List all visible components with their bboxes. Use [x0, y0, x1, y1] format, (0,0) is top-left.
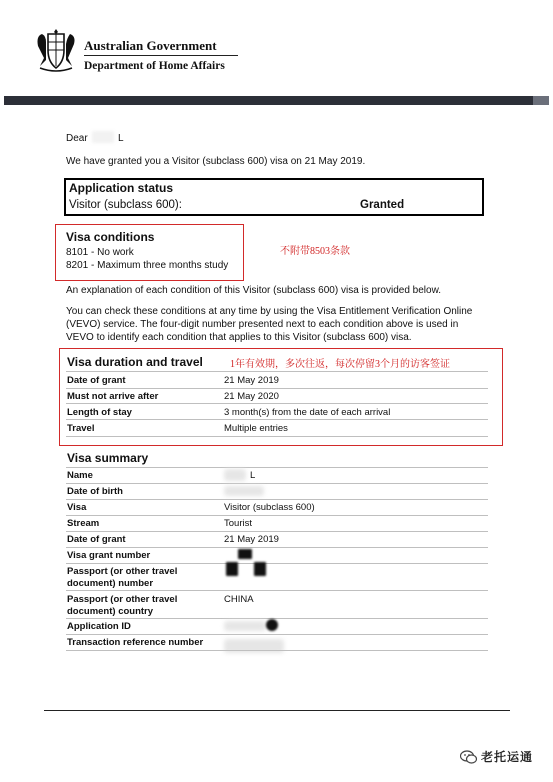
row-divider — [66, 436, 488, 437]
row-divider — [66, 419, 488, 420]
summary-row-label: Date of grant — [67, 534, 126, 545]
redacted-application-id — [266, 619, 278, 631]
row-divider — [66, 634, 488, 635]
duration-row-label: Date of grant — [67, 375, 126, 386]
row-divider — [66, 499, 488, 500]
duration-row-value: 3 month(s) from the date of each arrival — [224, 407, 391, 418]
redacted-date-of-birth — [224, 486, 264, 496]
duration-annotation: 1年有效期，多次往返，每次停留3个月的访客签证 — [230, 359, 450, 370]
granted-statement: We have granted you a Visitor (subclass 600) visa on 21 May 2019. — [66, 156, 366, 167]
row-divider — [66, 650, 488, 651]
redacted-application-id — [224, 621, 266, 631]
department-name: Department of Home Affairs — [84, 60, 225, 72]
government-name: Australian Government — [84, 38, 217, 53]
summary-row-label: Date of birth — [67, 486, 123, 497]
redacted-passport-number — [226, 562, 238, 576]
duration-title: Visa duration and travel — [67, 355, 203, 369]
header-band-accent — [533, 96, 549, 105]
watermark-text: 老托运通 — [481, 750, 534, 764]
duration-row-value: Multiple entries — [224, 423, 288, 434]
header-band — [4, 96, 548, 105]
duration-row-label: Must not arrive after — [67, 391, 159, 402]
summary-row-label: Stream — [67, 518, 100, 529]
greeting: Dear — [66, 133, 88, 144]
row-divider — [66, 618, 488, 619]
greeting-name-tail: L — [118, 133, 124, 144]
row-divider — [66, 563, 488, 564]
summary-row-label: Visa grant number — [67, 550, 151, 561]
conditions-title: Visa conditions — [66, 230, 155, 244]
duration-row-value: 21 May 2020 — [224, 391, 279, 402]
summary-row-value: L — [250, 470, 256, 481]
redacted-passport-number — [254, 562, 266, 576]
row-divider — [66, 388, 488, 389]
summary-row-value: Visitor (subclass 600) — [224, 502, 315, 513]
row-divider — [66, 483, 488, 484]
application-status-title: Application status — [69, 181, 174, 195]
summary-row-label: Passport (or other travel document) country — [67, 594, 178, 617]
summary-row-label: Passport (or other travel document) number — [67, 566, 178, 589]
conditions-annotation: 不附带8503条款 — [280, 246, 350, 257]
summary-row-value: 21 May 2019 — [224, 534, 279, 545]
row-divider — [66, 531, 488, 532]
summary-row-value: CHINA — [224, 594, 254, 605]
watermark — [460, 748, 533, 765]
redacted-grant-number — [238, 549, 252, 559]
application-status-visa: Visitor (subclass 600): — [69, 199, 182, 211]
summary-row-value: Tourist — [224, 518, 252, 529]
summary-row-label: Application ID — [67, 621, 131, 632]
conditions-explanation: An explanation of each condition of this Visitor (subclass 600) visa is provided below. — [66, 285, 442, 296]
condition-item: 8101 - No work — [66, 247, 134, 258]
header-divider — [84, 55, 238, 56]
condition-item: 8201 - Maximum three months study — [66, 260, 229, 271]
application-status-value: Granted — [360, 199, 405, 211]
row-divider — [66, 515, 488, 516]
footer-divider — [44, 710, 510, 711]
duration-row-value: 21 May 2019 — [224, 375, 279, 386]
duration-row-label: Travel — [67, 423, 95, 434]
summary-row-label: Transaction reference number — [67, 637, 204, 648]
row-divider — [66, 547, 488, 548]
redacted-name — [92, 131, 114, 143]
coat-of-arms-icon — [34, 28, 78, 74]
summary-title: Visa summary — [67, 451, 149, 465]
summary-row-label: Visa — [67, 502, 87, 513]
row-divider — [66, 371, 488, 372]
row-divider — [66, 403, 488, 404]
summary-row-label: Name — [67, 470, 93, 481]
wechat-icon — [460, 750, 477, 764]
row-divider — [66, 590, 488, 591]
row-divider — [66, 467, 488, 468]
vevo-paragraph: You can check these conditions at any time by using the Visa Entitlement Verification Online (VEVO) service. The four-digit number presented next to each condition above is used in VEVO to identify each condition that applies to this Visitor (subclass 600) visa. — [66, 306, 473, 343]
redacted-name — [224, 469, 246, 481]
duration-row-label: Length of stay — [67, 407, 132, 418]
